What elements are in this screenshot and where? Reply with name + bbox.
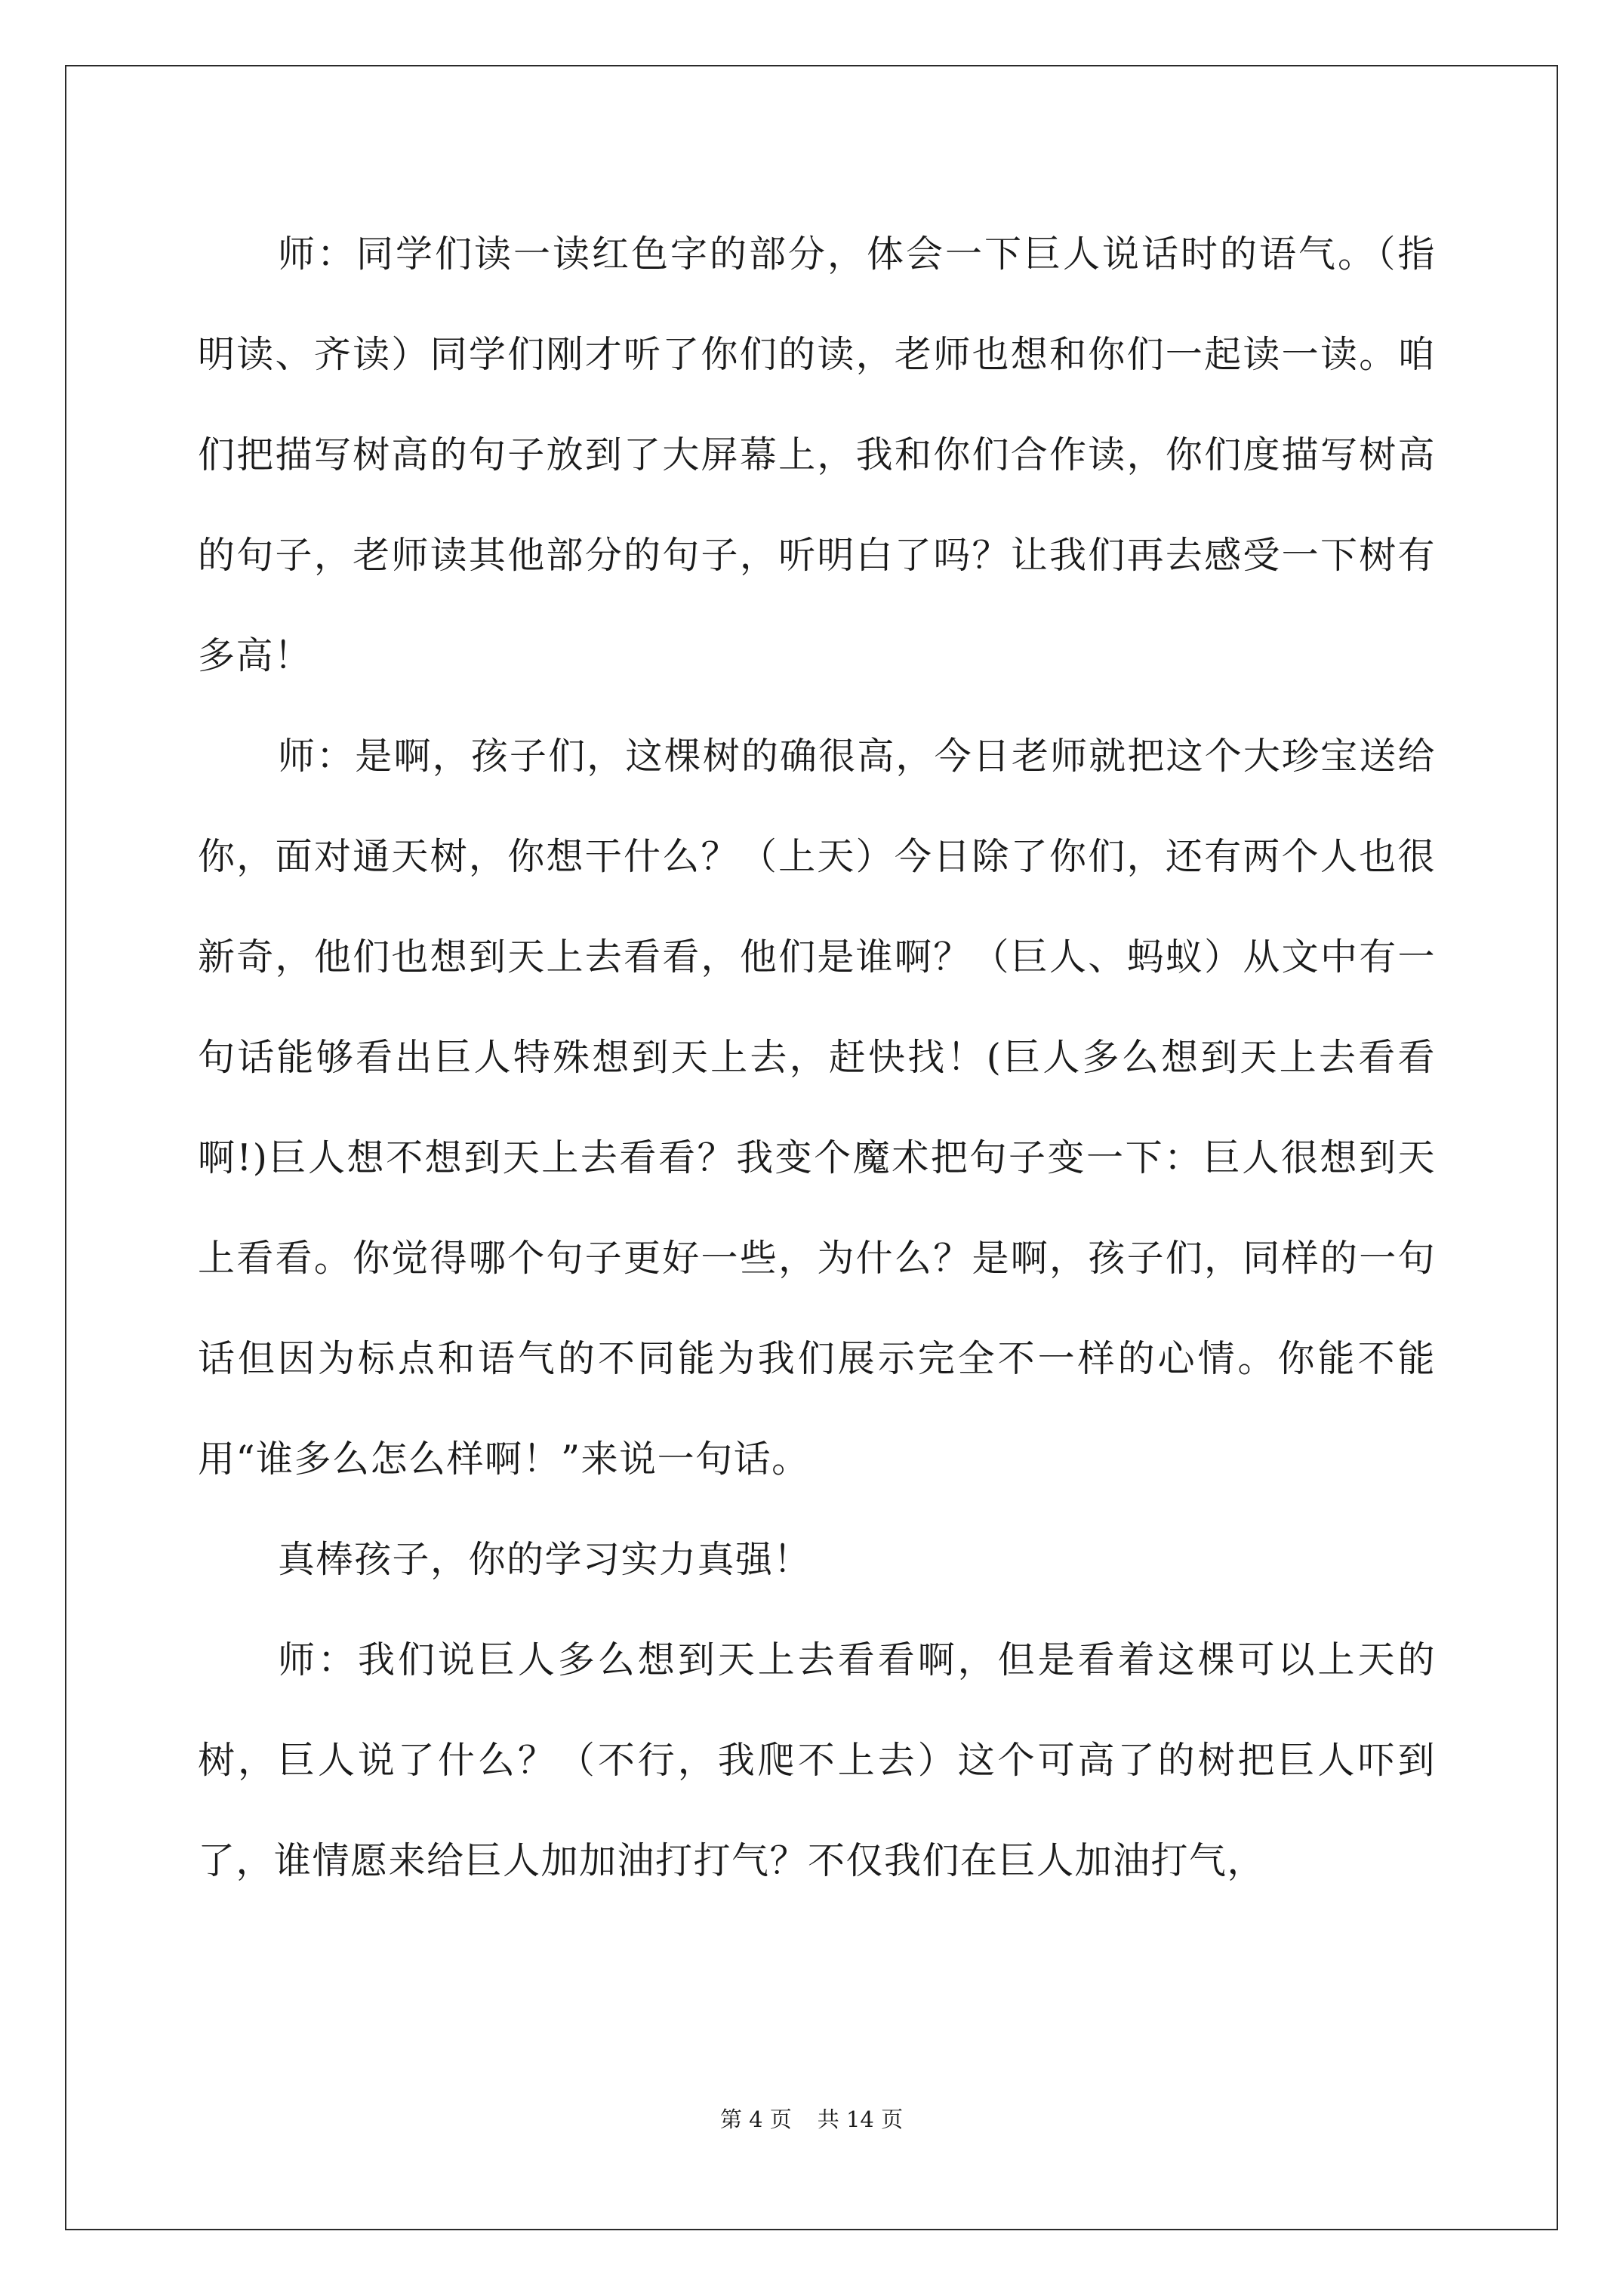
paragraph-3: 真棒孩子，你的学习实力真强！ — [278, 1538, 812, 1581]
page-footer — [0, 2104, 1623, 2134]
page-number: 第 4 页 — [719, 2106, 792, 2132]
paragraph-4: 师：我们说巨人多么想到天上去看看啊，但是看着这棵可以上天的树，巨人说了什么？（不行，我爬不上去）这个可高了的树把巨人吓到了，谁情愿来给巨人加加油打打气？不仅我们在巨人加油打气， — [198, 1638, 1436, 1882]
paragraph-1: 师：同学们读一读红色字的部分，体会一下巨人说话时的语气。（指明读、齐读）同学们刚才听了你们的读，老师也想和你们一起读一读。咱们把描写树高的句子放到了大屏幕上，我和你们合作读，你们度描写树高的句子，老师读其他部分的句子，听明白了吗？让我们再去感受一下树有多高！ — [198, 233, 1436, 677]
paragraph-2: 师：是啊，孩子们，这棵树的确很高，今日老师就把这个大珍宝送给你，面对通天树，你想干什么？（上天）今日除了你们，还有两个人也很新奇，他们也想到天上去看看，他们是谁啊？（巨人、蚂蚁）从文中有一句话能够看出巨人特殊想到天上去，赶快找！(巨人多么想到天上去看看啊!)巨人想不想到天上去看看？我变个魔术把句子变一下：巨人很想到天上看看。你觉得哪个句子更好一些，为什么？是啊，孩子们，同样的一句话但因为标点和语气的不同能为我们展示完全不一样的心情。你能不能用“谁多么怎么样啊！”来说一句话。 — [198, 735, 1436, 1481]
page-total: 共 14 页 — [817, 2106, 904, 2132]
document-body — [198, 204, 1436, 1911]
